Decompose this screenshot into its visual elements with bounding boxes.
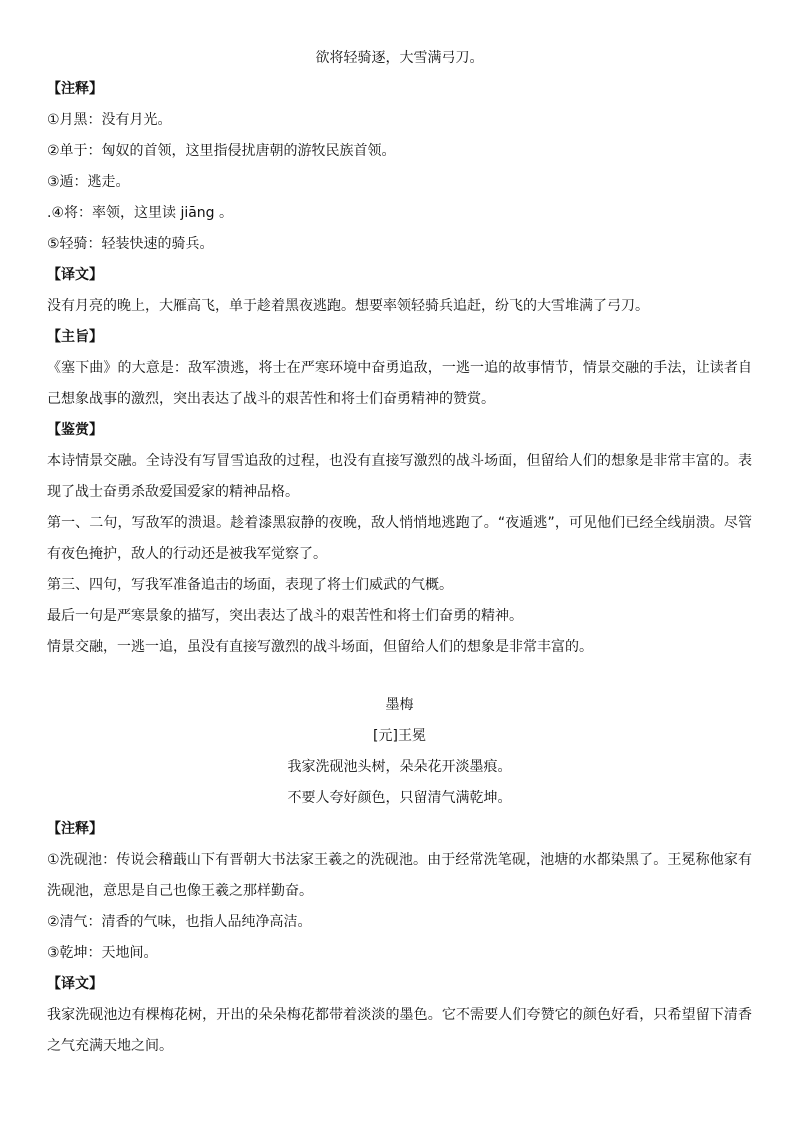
theme-text: 《塞下曲》的大意是：敌军溃逃，将士在严寒环境中奋勇追敌，一逃一追的故事情节，情景交融的手法，让读者自己想象战事的激烈，突出表达了战斗的艰苦性和将士们奋勇精神的赞赏。 (47, 360, 752, 407)
note-item: ①月黑：没有月光。 (47, 112, 172, 128)
poem-line: 欲将轻骑逐，大雪满弓刀。 (315, 50, 484, 66)
appreciation-paragraph: 本诗情景交融。全诗没有写冒雪追敌的过程，也没有直接写激烈的战斗场面，但留给人们的想象是非常丰富的。表现了战士奋勇杀敌爱国爱家的精神品格。 (47, 453, 752, 500)
note-item: ③遁：逃走。 (47, 174, 130, 190)
poem-line: 我家洗砚池头树，朵朵花开淡墨痕。 (287, 759, 512, 775)
poem-author: [元]王冕 (373, 728, 426, 744)
note-item: ①洗砚池：传说会稽蕺山下有晋朝大书法家王羲之的洗砚池。由于经常洗笔砚，池塘的水都染黑了。王冕称他家有洗砚池，意思是自己也像王羲之那样勤奋。 (47, 852, 752, 899)
notes-heading: 【注释】 (47, 81, 103, 97)
note-item: ③乾坤：天地间。 (47, 945, 158, 961)
appreciation-paragraph: 最后一句是严寒景象的描写，突出表达了战斗的艰苦性和将士们奋勇的精神。 (47, 608, 523, 624)
section-spacer (47, 663, 752, 690)
note-item: ⑤轻骑：轻装快速的骑兵。 (47, 236, 214, 252)
note-item: ②清气：清香的气味，也指人品纯净高洁。 (47, 914, 312, 930)
notes-heading: 【注释】 (47, 821, 103, 837)
poem-line: 不要人夸好颜色，只留清气满乾坤。 (287, 790, 512, 806)
note-item: .④将：率领，这里读 jiāng 。 (47, 205, 234, 221)
appreciation-paragraph: 第三、四句，写我军准备追击的场面，表现了将士们威武的气概。 (47, 577, 453, 593)
appreciation-paragraph: 第一、二句，写敌军的溃退。趁着漆黑寂静的夜晚，敌人悄悄地逃跑了。“夜遁逃”，可见他们已经全线崩溃。尽管有夜色掩护，敌人的行动还是被我军觉察了。 (47, 515, 752, 562)
translation-heading: 【译文】 (47, 976, 103, 992)
note-item: ②单于：匈奴的首领，这里指侵扰唐朝的游牧民族首领。 (47, 143, 396, 159)
translation-text: 我家洗砚池边有棵梅花树，开出的朵朵梅花都带着淡淡的墨色。它不需要人们夸赞它的颜色好看，只希望留下清香之气充满天地之间。 (47, 1007, 752, 1054)
theme-heading: 【主旨】 (47, 329, 103, 345)
appreciation-heading: 【鉴赏】 (47, 422, 103, 438)
poem-title: 墨梅 (385, 697, 414, 713)
translation-text: 没有月亮的晚上，大雁高飞，单于趁着黑夜逃跑。想要率领轻骑兵追赶，纷飞的大雪堆满了弓刀。 (47, 298, 649, 314)
document-page (47, 43, 752, 1062)
translation-heading: 【译文】 (47, 267, 103, 283)
appreciation-paragraph: 情景交融，一逃一追，虽没有直接写激烈的战斗场面，但留给人们的想象是非常丰富的。 (47, 639, 593, 655)
